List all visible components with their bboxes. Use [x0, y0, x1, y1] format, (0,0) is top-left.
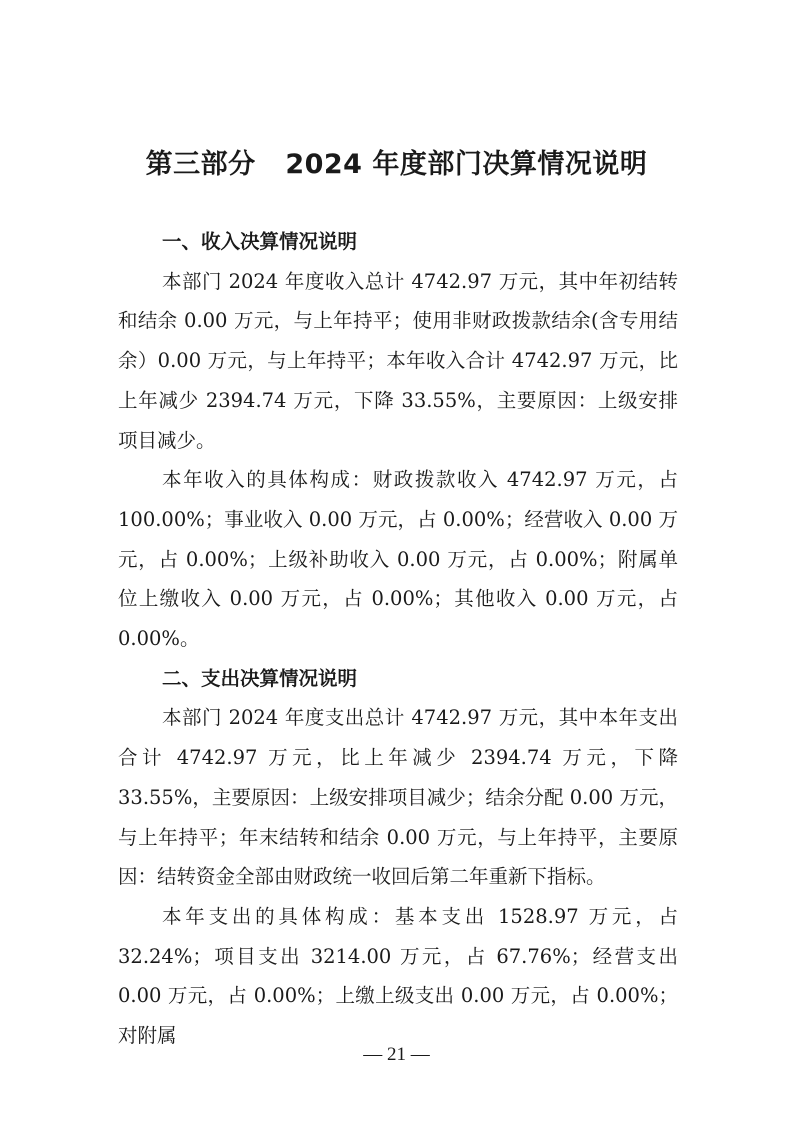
section-heading: 二、支出决算情况说明 [162, 666, 358, 690]
paragraph: 本年收入的具体构成：财政拨款收入 4742.97 万元，占 100.00%；事业收入 0.00 万元，占 0.00%；经营收入 0.00 万元，占 0.00%；上级补助收入 0.00 万元，占 0.00%；附属单位上缴收入 0.00 万元，占 0.00%；其他收入 0.00 万元，占 0.00%。 [118, 468, 678, 651]
paragraph: 本部门 2024 年度支出总计 4742.97 万元，其中本年支出合计 4742.97 万元，比上年减少 2394.74 万元，下降 33.55%，主要原因：上级安排项目减少；结余分配 0.00 万元，与上年持平；年末结转和结余 0.00 万元，与上年持平，主要原因：结转资金全部由财政统一收回后第二年重新下指标。 [118, 706, 678, 889]
section-income [118, 222, 678, 659]
section-expenditure [118, 659, 678, 1056]
paragraph: 本年支出的具体构成：基本支出 1528.97 万元，占 32.24%；项目支出 3214.00 万元，占 67.76%；经营支出 0.00 万元，占 0.00%；上缴上级支出 0.00 万元，占 0.00%；对附属 [118, 904, 678, 1048]
paragraph: 本部门 2024 年度收入总计 4742.97 万元，其中年初结转和结余 0.00 万元，与上年持平；使用非财政拨款结余(含专用结余）0.00 万元，与上年持平；本年收入合计 4742.97 万元，比上年减少 2394.74 万元，下降 33.55%，主要原因：上级安排项目减少。 [118, 269, 678, 452]
section-heading: 一、收入决算情况说明 [162, 230, 358, 253]
page-number: — 21 — [363, 1044, 430, 1065]
page-title: 第三部分 2024 年度部门决算情况说明 [145, 149, 648, 180]
document-body [118, 222, 678, 1056]
